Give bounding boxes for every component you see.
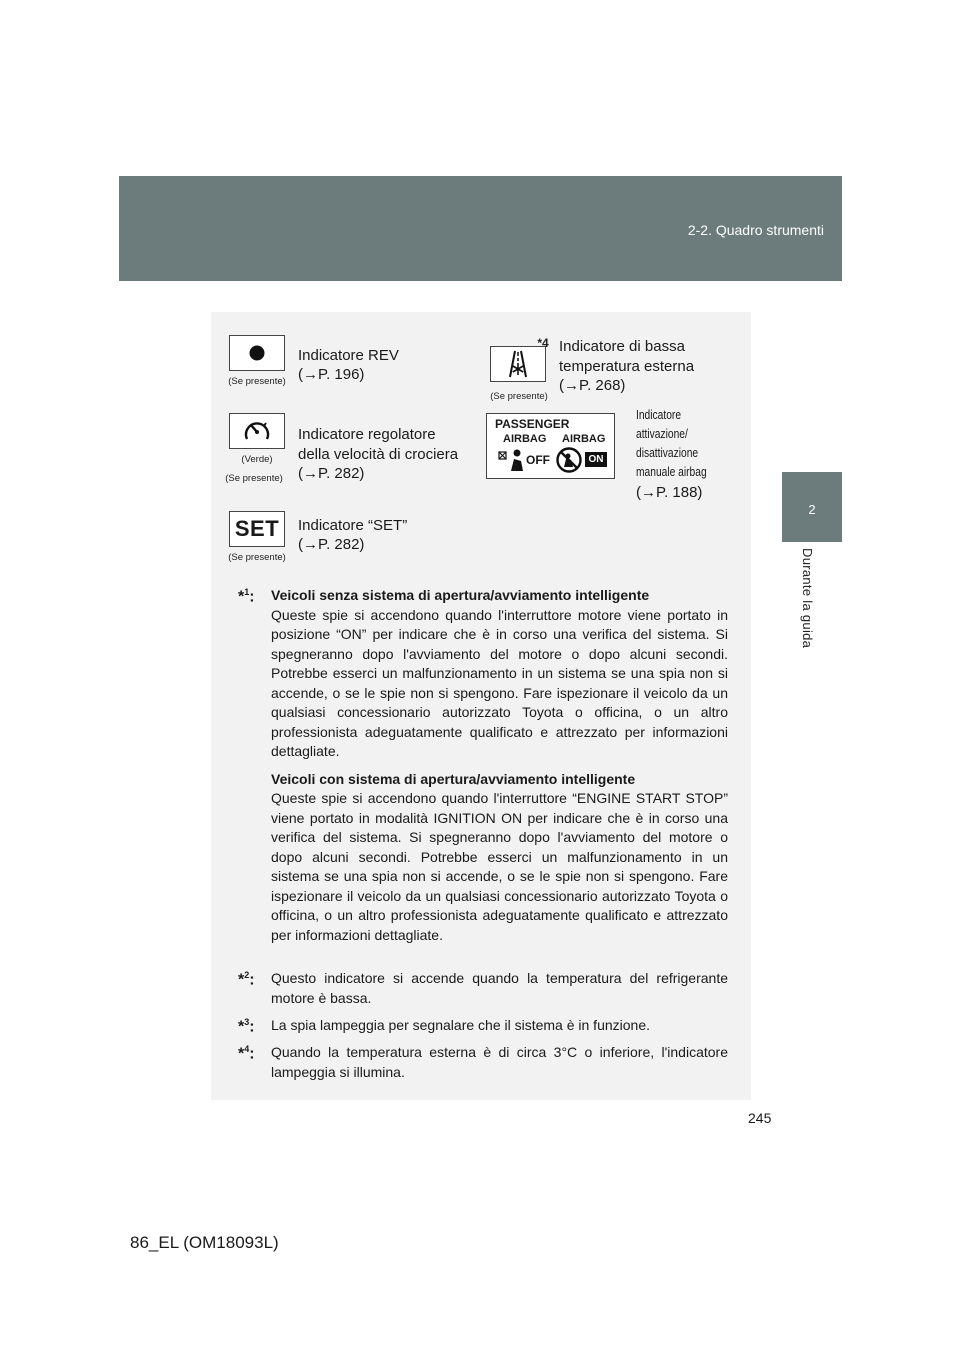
footnote-4-body: Quando la temperatura esterna è di circa 3°C o inferiore, l'indicatore lampeggia si illumina. [271, 1044, 728, 1080]
airbag-page-ref: (→P. 188) [636, 484, 703, 501]
airbag-name-line3: disattivazione [636, 446, 699, 460]
page-number: 245 [748, 1110, 772, 1126]
airbag-name-line1: Indicatore [636, 408, 682, 422]
chapter-tab [782, 472, 842, 542]
footnote-3 [238, 1016, 728, 1036]
airbag-name-line4: manuale airbag [636, 465, 707, 479]
footnote-3-marker: *$^3$: [238, 1017, 255, 1036]
document-code: 86_EL (OM18093L) [130, 1233, 279, 1252]
rev-indicator-name: Indicatore REV [298, 347, 399, 364]
low-temp-page-ref: (→P. 268) [559, 377, 626, 394]
footnote-3-body: La spia lampeggia per segnalare che il sistema è in funzione. [271, 1017, 651, 1033]
airbag-on-label: ON [585, 452, 607, 467]
road-snowflake-icon [501, 349, 535, 379]
cruise-indicator-box [229, 413, 285, 449]
low-temp-name-line1: Indicatore di bassa [559, 338, 685, 355]
airbag-label-right: AIRBAG [562, 433, 606, 445]
airbag-label-left: AIRBAG [503, 433, 547, 445]
cruise-page-ref: (→P. 282) [298, 465, 365, 482]
passenger-label: PASSENGER [495, 417, 570, 431]
footnote-2-body: Questo indicatore si accende quando la temperatura del refrigerante motore è bassa. [271, 970, 728, 1006]
rev-dot-icon [247, 343, 267, 363]
section-title: 2-2. Quadro strumenti [687, 222, 824, 238]
airbag-off-label: OFF [526, 453, 550, 467]
footnote-1-body-a: Queste spie si accendono quando l'interruttore motore viene portato in posizione “ON” per indicare che è in corso una verifica del sistema. Si spegneranno dopo l'avviamento del motore o dopo alcuni secondi. Potrebbe esserci un malfunzionamento in un sistema se una spia non si accende, o se le spie non si spengono. Fare ispezionare il veicolo da un qualsiasi concessionario autorizzato Toyota o officina, o un altro professionista adeguatamente qualificato e attrezzato per informazioni dettagliate. [271, 606, 728, 759]
low-temp-name-line2: temperatura esterna [559, 358, 695, 375]
low-temp-caption: (Se presente) [490, 391, 548, 402]
footnote-2-marker: *$^2$: [238, 970, 255, 989]
rev-page-ref: (→P. 196) [298, 366, 365, 383]
airbag-disabled-icon [555, 446, 583, 474]
footnote-1 [238, 586, 728, 945]
set-indicator-name: Indicatore “SET” [298, 517, 408, 534]
footnote-1-heading-a: Veicoli senza sistema di apertura/avviamento intelligente [271, 587, 650, 603]
low-temp-indicator-box [490, 346, 546, 382]
set-page-ref: (→P. 282) [298, 536, 365, 553]
chapter-number: 2 [808, 502, 816, 517]
cruise-caption-color: (Verde) [241, 454, 273, 465]
set-icon: SET [234, 516, 280, 541]
chapter-label: Durante la guida [800, 548, 815, 649]
footnote-4 [238, 1043, 728, 1082]
rev-indicator-box [229, 335, 285, 371]
footnote-2 [238, 969, 728, 1008]
airbag-name-line2: attivazione/ [636, 427, 688, 441]
set-indicator-box [229, 511, 285, 547]
footnote-4-marker: *$^4$: [238, 1044, 255, 1063]
passenger-airbag-icon [497, 447, 527, 475]
footnote-1-heading-b: Veicoli con sistema di apertura/avviamento intelligente [271, 770, 636, 787]
section-header-band [119, 176, 842, 281]
cruise-name-line2: della velocità di crociera [298, 446, 459, 463]
airbag-small-number: 2 [513, 463, 519, 474]
airbag-indicator-box [486, 413, 615, 479]
footnote-1-body-b: Queste spie si accendono quando l'interruttore “ENGINE START STOP” viene portato in modalità IGNITION ON per indicare che è in corso una verifica del sistema. Si spegneranno dopo l'avviamento del motore o dopo alcuni secondi. Potrebbe esserci un malfunzionamento in un sistema se una spia non si accende, o se le spie non si spengono. Fare ispezionare il veicolo da un qualsiasi concessionario autorizzato Toyota o officina, o un altro professionista adeguatamente qualificato e attrezzato per informazioni dettagliate. [271, 790, 728, 943]
cruise-caption-optional: (Se presente) [225, 473, 283, 484]
footnote-1-marker: *$^1$: [238, 587, 255, 606]
set-caption: (Se presente) [228, 552, 286, 563]
speedometer-icon [242, 417, 272, 445]
cruise-name-line1: Indicatore regolatore [298, 426, 436, 443]
rev-caption: (Se presente) [228, 376, 286, 387]
low-temp-footnote-mark: *4 [537, 336, 549, 350]
